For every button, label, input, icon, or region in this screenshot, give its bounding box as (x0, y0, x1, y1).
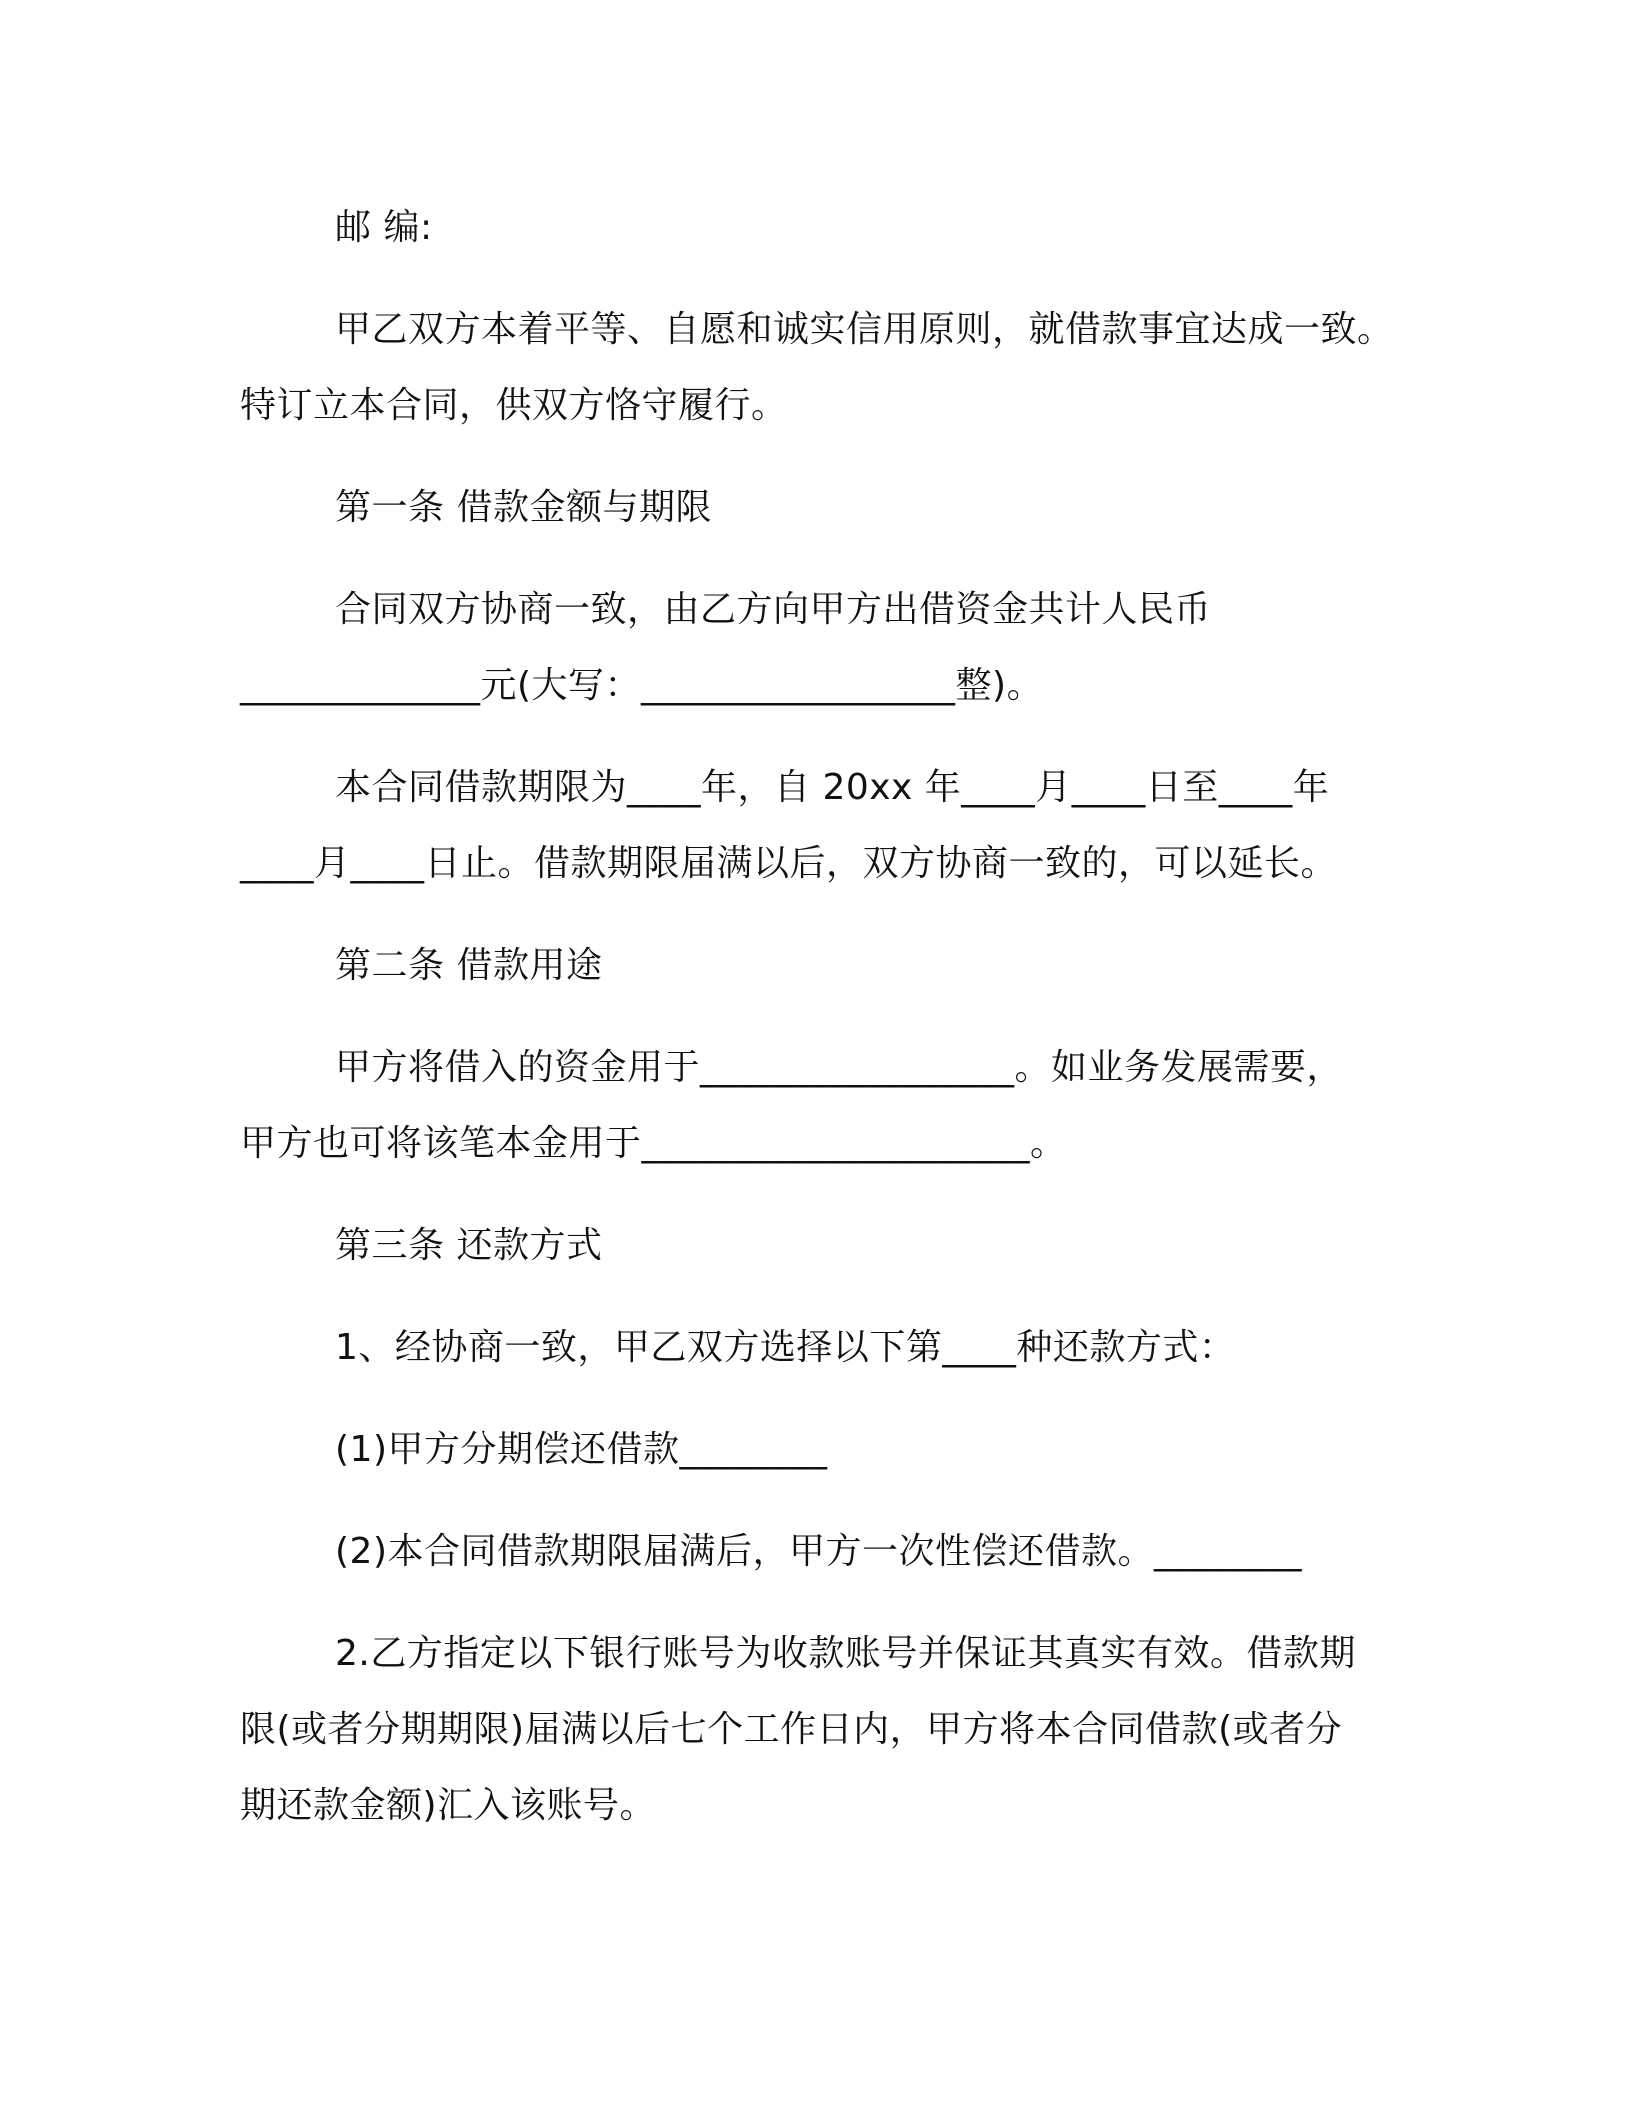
article-2-title (240, 928, 1410, 1004)
contract-body (240, 190, 1410, 1870)
text-line: 邮 编: (335, 207, 433, 248)
text-line: _____________元(大写：_________________整)。 (240, 665, 1044, 706)
text-line: 第三条 还款方式 (335, 1225, 603, 1266)
article-3-item-1 (240, 1310, 1410, 1386)
text-line: 第二条 借款用途 (335, 945, 603, 986)
text-line: (2)本合同借款期限届满后，甲方一次性偿还借款。________ (335, 1531, 1302, 1572)
text-line: 甲乙双方本着平等、自愿和诚实信用原则，就借款事宜达成一致。 (335, 309, 1394, 350)
text-line: 合同双方协商一致，由乙方向甲方出借资金共计人民币 (335, 589, 1212, 630)
text-line: 第一条 借款金额与期限 (335, 487, 712, 528)
text-line: 2.乙方指定以下银行账号为收款账号并保证其真实有效。借款期 (335, 1633, 1356, 1674)
article-1-amount (240, 572, 1410, 724)
text-line: 期还款金额)汇入该账号。 (240, 1785, 657, 1826)
article-1-term (240, 750, 1410, 902)
postcode-line (240, 190, 1410, 266)
text-line: 甲方将借入的资金用于_________________。如业务发展需要， (335, 1047, 1344, 1088)
text-line: 甲方也可将该笔本金用于_____________________。 (240, 1123, 1067, 1164)
text-line: 特订立本合同，供双方恪守履行。 (240, 385, 788, 426)
article-2-purpose (240, 1030, 1410, 1182)
article-1-title (240, 470, 1410, 546)
text-line: ____月____日止。借款期限届满以后，双方协商一致的，可以延长。 (240, 843, 1338, 884)
article-3-option-1 (240, 1412, 1410, 1488)
article-3-title (240, 1208, 1410, 1284)
article-3-option-2 (240, 1514, 1410, 1590)
intro-paragraph (240, 292, 1410, 444)
text-line: 本合同借款期限为____年，自 20xx 年____月____日至____年 (335, 767, 1330, 808)
text-line: 1、经协商一致，甲乙双方选择以下第____种还款方式： (335, 1327, 1236, 1368)
article-3-item-2 (240, 1616, 1410, 1844)
text-line: (1)甲方分期偿还借款________ (335, 1429, 828, 1470)
text-line: 限(或者分期期限)届满以后七个工作日内，甲方将本合同借款(或者分 (240, 1709, 1343, 1750)
